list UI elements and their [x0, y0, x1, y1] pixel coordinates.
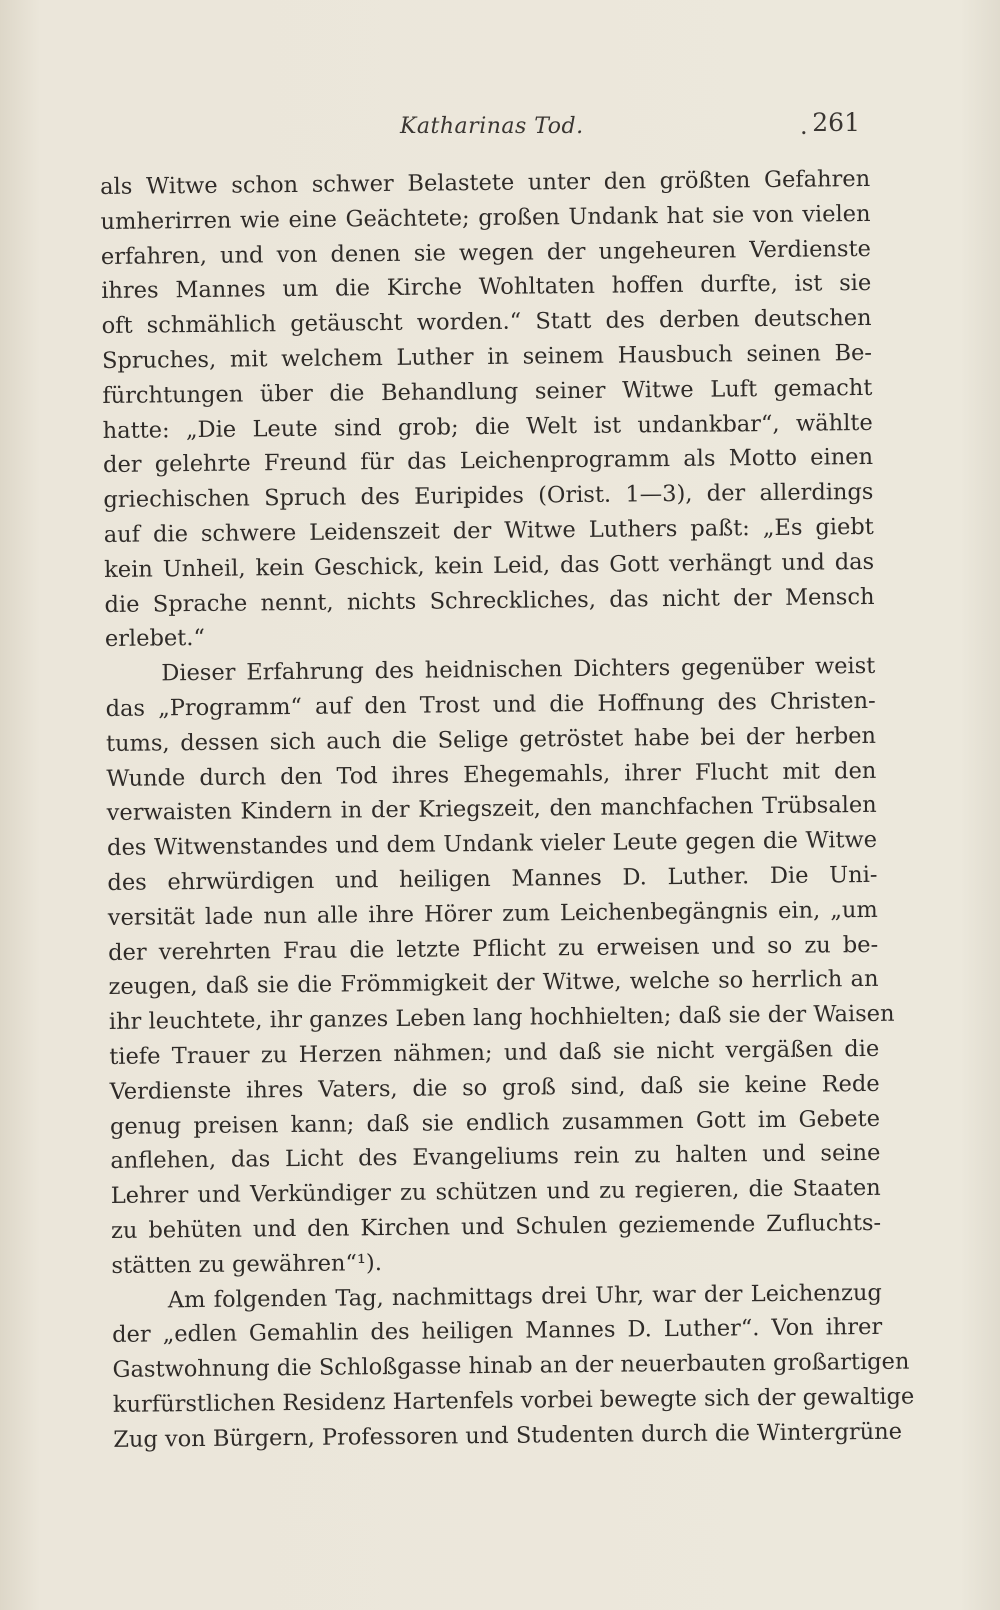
text-line: oft schmählich getäuscht worden.“ Statt des derben deutschen [101, 305, 872, 340]
text-line: die Sprache nennt, nichts Schreckliches, das nicht der Mensch [104, 583, 875, 618]
text-line: Am folgenden Tag, nachmittags drei Uhr, war der Leichenzug [167, 1279, 882, 1313]
text-line: anflehen, das Licht des Evangeliums rein zu halten und seine [110, 1140, 881, 1175]
text-line: genug preisen kann; daß sie endlich zusammen Gott im Gebete [109, 1105, 881, 1140]
text-line: ihr leuchtete, ihr ganzes Leben lang hochhielten; daß sie der Waisen [108, 1000, 895, 1036]
text-line: umherirren wie eine Geächtete; großen Undank hat sie von vielen [100, 200, 871, 235]
body-text [100, 162, 915, 1457]
text-line: das „Programm“ auf den Trost und die Hoffnung des Christen- [105, 687, 876, 722]
text-line: tiefe Trauer zu Herzen nähmen; und daß sie nicht vergäßen die [109, 1035, 880, 1070]
text-line: der „edlen Gemahlin des heiligen Mannes D. Luther“. Von ihrer [112, 1314, 883, 1349]
text-line: der verehrten Frau die letzte Pflicht zu erweisen und so zu be- [108, 931, 879, 966]
text-line: verwaisten Kindern in der Kriegszeit, den manchfachen Trübsalen [106, 792, 877, 827]
text-line: ihres Mannes um die Kirche Wohltaten hoffen durfte, ist sie [101, 270, 872, 305]
text-line: griechischen Spruch des Euripides (Orist. 1—3), der allerdings [103, 479, 874, 514]
text-line: Zug von Bürgern, Professoren und Studenten durch die Wintergrüne [113, 1418, 903, 1453]
text-line: tums, dessen sich auch die Selige getröstet habe bei der herben [105, 722, 877, 757]
text-line: Gastwohnung die Schloßgasse hinab an der neuerbauten großartigen [112, 1348, 910, 1384]
text-line: fürchtungen über die Behandlung seiner Witwe Luft gemacht [102, 374, 873, 409]
paragraph [100, 162, 875, 657]
text-line: zu behüten und den Kirchen und Schulen geziemende Zufluchts- [110, 1209, 882, 1244]
text-line: der gelehrte Freund für das Leichenprogramm als Motto einen [102, 444, 874, 479]
text-line: Spruches, mit welchem Luther in seinem Hausbuch seinen Be- [101, 339, 873, 374]
text-line: zeugen, daß sie die Frömmigkeit der Witwe, welche so herrlich an [108, 966, 879, 1001]
text-line: Verdienste ihres Vaters, die so groß sind, daß sie keine Rede [109, 1070, 880, 1105]
text-line: Lehrer und Verkündiger zu schützen und zu regieren, die Staaten [110, 1174, 881, 1210]
text-line: Wunde durch den Tod ihres Ehegemahls, ihrer Flucht mit den [106, 757, 877, 792]
header-dot: . [800, 112, 808, 140]
text-line: hatte: „Die Leute sind grob; die Welt ist undankbar“, wählte [102, 409, 873, 444]
text-line: des Witwenstandes und dem Undank vieler Leute gegen die Witwe [106, 827, 878, 862]
text-line: stätten zu gewähren“¹). [111, 1249, 383, 1279]
text-line: Dieser Erfahrung des heidnischen Dichters gegenüber weist [161, 653, 876, 687]
text-line: des ehrwürdigen und heiligen Mannes D. Luther. Die Uni- [107, 861, 878, 896]
text-line: versität lade nun alle ihre Hörer zum Leichenbegängnis ein, „um [107, 896, 878, 931]
text-line: als Witwe schon schwer Belastete unter den größten Gefahren [100, 165, 871, 200]
text-line: erlebet.“ [104, 625, 206, 653]
text-line: erfahren, und von denen sie wegen der ungeheuren Verdienste [100, 235, 872, 270]
paragraph [105, 649, 895, 1283]
text-line: kein Unheil, kein Geschick, kein Leid, das Gott verhängt und das [104, 548, 875, 583]
text-line: kurfürstlichen Residenz Hartenfels vorbei bewegte sich der gewaltige [112, 1383, 915, 1418]
text-line: auf die schwere Leidenszeit der Witwe Luthers paßt: „Es giebt [103, 513, 874, 548]
page-number: 261 [812, 108, 860, 137]
page-header [100, 108, 860, 148]
running-title: Katharinas Tod. [400, 114, 584, 139]
paragraph [112, 1275, 915, 1457]
